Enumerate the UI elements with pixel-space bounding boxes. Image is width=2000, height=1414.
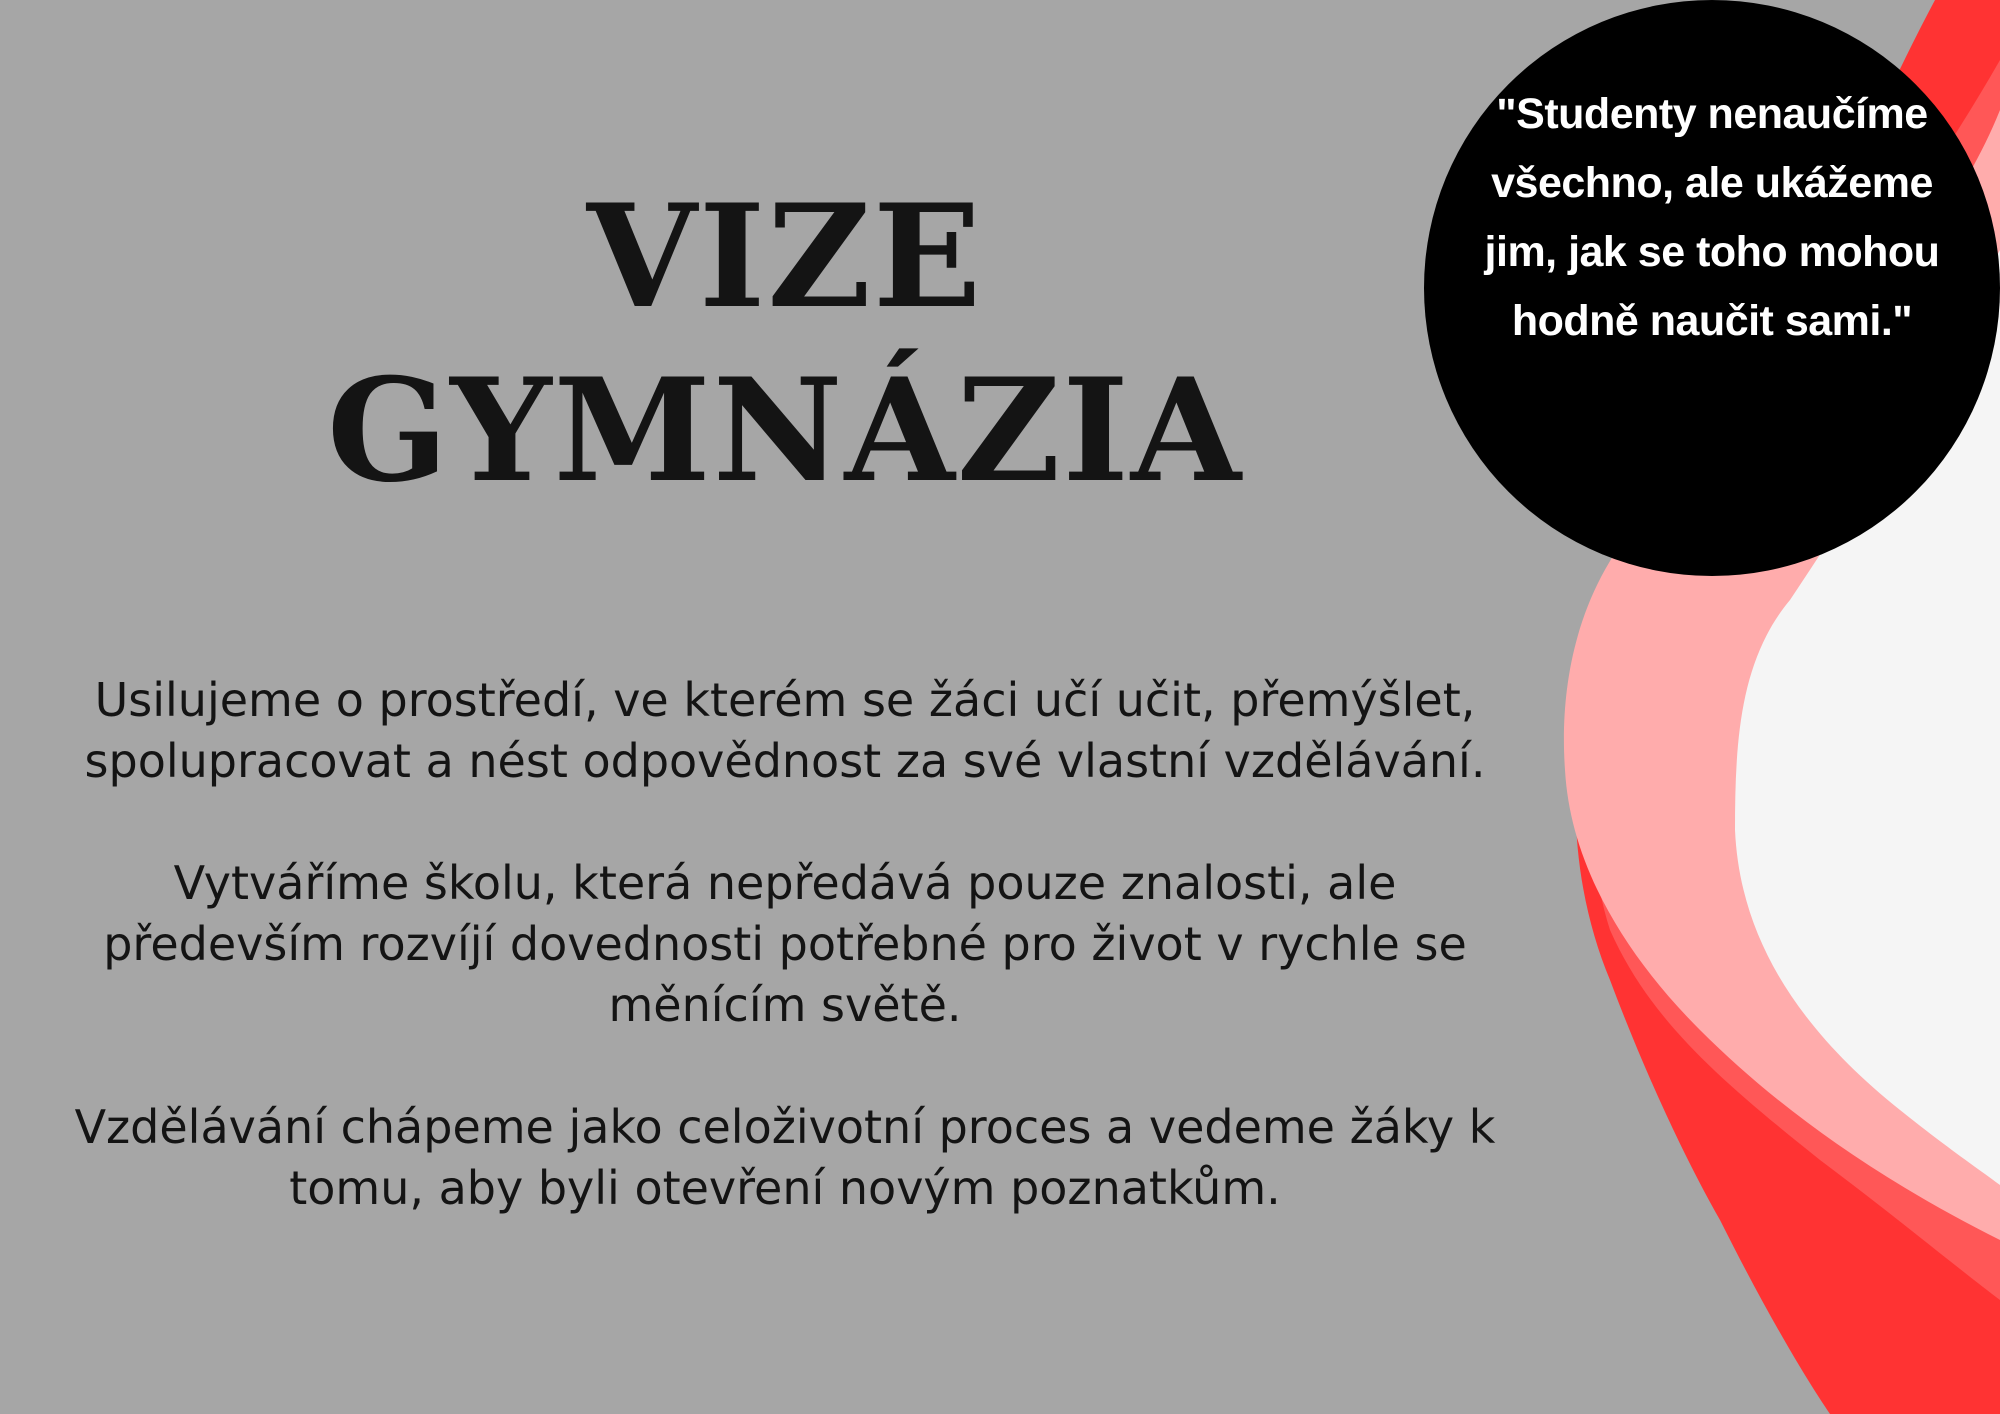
vision-body (60, 670, 1510, 1280)
title-line-2: GYMNÁZIA (326, 348, 1244, 514)
vision-paragraph-3: Vzdělávání chápeme jako celoživotní proces a vedeme žáky k tomu, aby byli otevření novým poznatkům. (74, 1100, 1496, 1215)
vision-paragraph-2: Vytváříme školu, která nepředává pouze znalosti, ale především rozvíjí dovednosti potřebné pro život v rychle se měnícím světě. (103, 856, 1467, 1032)
title-line-1: VIZE (586, 174, 984, 340)
quote-circle (1424, 0, 2000, 576)
quote-text: "Studenty nenaučíme všechno, ale ukážeme jim, jak se toho mohou hodně naučit sami." (1484, 90, 1940, 345)
page-title (90, 170, 1480, 518)
vision-paragraph-1: Usilujeme o prostředí, ve kterém se žáci učí učit, přemýšlet, spolupracovat a nést odpovědnost za své vlastní vzdělávání. (84, 673, 1486, 788)
